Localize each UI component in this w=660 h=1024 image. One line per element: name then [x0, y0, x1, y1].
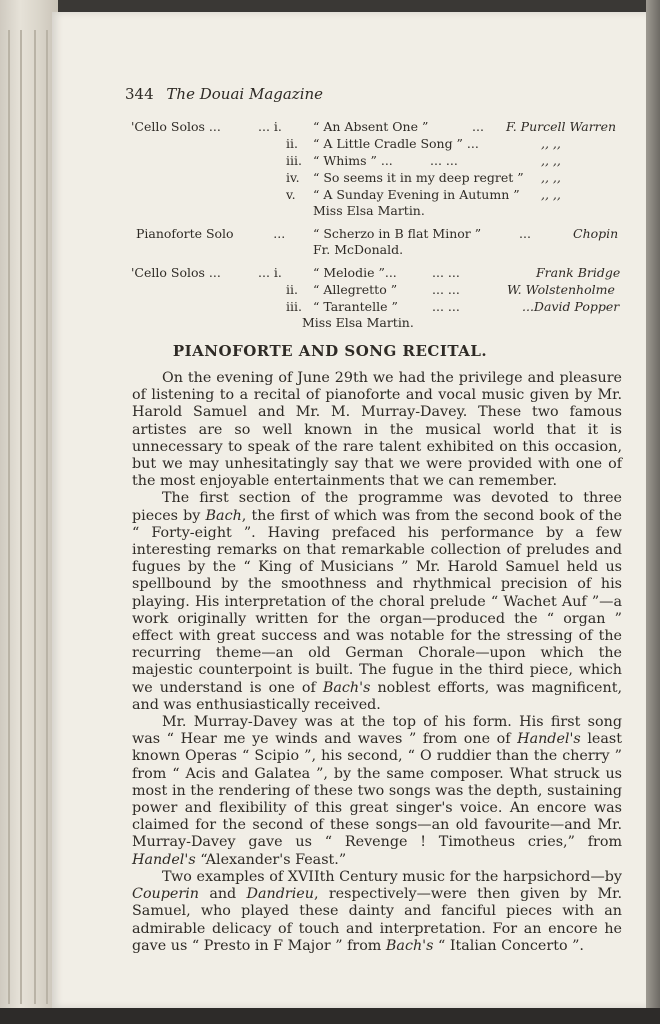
- programme-composer: W. Wolstenholme: [507, 282, 615, 297]
- programme-composer: F. Purcell Warren: [506, 119, 617, 134]
- programme-item-number: ... i.: [258, 265, 282, 280]
- text-run: least known Operas “ Scipio ”, his second, “ O ruddier than the cherry ” from “ Acis and Galatea ”, by the same composer. What struck us most in the rendering of these two songs was the depth, sustaining power and flexibility of this great singer's voice. An encore was claimed for the second of these songs—an old favourite—and Mr. Murray-Davey gave us “ Revenge ! Timotheus cries,” from: [132, 731, 622, 851]
- programme-item-title: “ A Sunday Evening in Autumn ”: [313, 187, 520, 202]
- running-head: [125, 85, 323, 103]
- programme-item-dots: ...: [519, 226, 531, 241]
- article-paragraph: [132, 490, 622, 714]
- article-heading: PIANOFORTE AND SONG RECITAL.: [172, 342, 488, 360]
- article-paragraph: [132, 869, 622, 955]
- programme-performer: Fr. McDonald.: [313, 242, 404, 257]
- programme-performer: Miss Elsa Martin.: [302, 315, 414, 330]
- composer-name: Handel's: [517, 731, 581, 748]
- page-number: 344: [125, 85, 154, 103]
- programme-heading: Pianoforte Solo ...: [136, 226, 286, 241]
- page-edge-line: [46, 30, 48, 1004]
- programme-item-title: “ Tarantelle ”: [313, 299, 398, 314]
- programme-item-dots: ... ...: [432, 282, 460, 297]
- article-paragraph: [132, 370, 622, 490]
- text-run: “ Italian Concerto ”.: [433, 937, 584, 954]
- programme-item-number: v.: [286, 187, 296, 202]
- programme-item-dots: ... ...: [432, 265, 460, 280]
- programme-composer: ,, ,,: [541, 170, 561, 185]
- text-run: The first section of the programme was devoted to three pieces by: [132, 490, 622, 524]
- programme-item-title: “ So seems it in my deep regret ”: [313, 170, 524, 185]
- programme-item-title: “ Whims ” ...: [313, 153, 393, 168]
- programme-item-number: iii.: [286, 299, 302, 314]
- programme-heading: 'Cello Solos ...: [131, 119, 221, 134]
- programme-performer: Miss Elsa Martin.: [313, 203, 425, 218]
- programme-item-number: iii.: [286, 153, 302, 168]
- programme-item-number: iv.: [286, 170, 300, 185]
- programme-composer: ...David Popper: [522, 299, 620, 314]
- composer-name: Bach's: [322, 679, 371, 696]
- programme-item-dots: ... ...: [432, 299, 460, 314]
- programme-item-dots: ... ...: [430, 153, 458, 168]
- article-body: [132, 370, 622, 955]
- book-cover-edge: [646, 0, 660, 1024]
- page-edge-line: [8, 30, 10, 1004]
- programme-item-title: “ Allegretto ”: [313, 282, 398, 297]
- article-paragraph: [132, 714, 622, 869]
- programme-composer: ,, ,,: [541, 187, 561, 202]
- programme-composer: Frank Bridge: [536, 265, 621, 280]
- programme-item-number: ii.: [286, 136, 298, 151]
- scan-bottom-border: [0, 1008, 660, 1024]
- text-run: Mr. Murray-Davey was at the top of his form. His first song was “ Hear me ye winds and waves ” from one of: [132, 714, 622, 748]
- programme-composer: ,, ,,: [541, 153, 561, 168]
- text-run: , respectively—were then given by Mr. Samuel, who played these dainty and fanciful pieces with an admirable delicacy of touch and interpretation. For an encore he gave us “ Presto in F Major ” from: [132, 886, 622, 954]
- programme-item-number: ii.: [286, 282, 298, 297]
- text-run: noblest efforts, was magnificent, and was enthusiastically received.: [132, 679, 623, 713]
- book-spine-margin: [0, 0, 58, 1024]
- programme-item-dots: ...: [472, 119, 484, 134]
- composer-name: Dandrieu: [246, 886, 314, 903]
- programme-item-number: ... i.: [258, 119, 282, 134]
- text-run: Two examples of XVIIth Century music for the harpsichord—by: [162, 868, 622, 885]
- composer-name: Bach's: [385, 937, 434, 954]
- text-run: “Alexander's Feast.”: [195, 851, 347, 868]
- programme-item-title: “ An Absent One ”: [313, 119, 429, 134]
- page-edge-line: [20, 30, 22, 1004]
- programme-heading: 'Cello Solos ...: [131, 265, 221, 280]
- programme-item-title: “ A Little Cradle Song ” ...: [313, 136, 479, 151]
- composer-name: Bach: [205, 507, 242, 524]
- programme-composer: ,, ,,: [541, 136, 561, 151]
- programme-composer: Chopin: [573, 226, 619, 241]
- page-edge-line: [34, 30, 36, 1004]
- composer-name: Couperin: [132, 886, 199, 903]
- text-run: , the first of which was from the second book of the “ Forty-eight ”. Having prefaced his performance by a few interesting remarks on that remarkable collection of preludes and fugues by the “ King of Musicians ” Mr. Harold Samuel held us spellbound by the smoothness and rhythmical precision of his playing. His interpretation of the choral prelude “ Wachet Auf ”—a work originally written for the organ—produced the “ organ ” effect with great success and was notable for the stressing of the recurring theme—an old German Chorale—upon which the majestic counterpoint is built. The fugue in the third piece, which we understand is one of: [132, 507, 623, 696]
- text-run: and: [198, 886, 247, 903]
- programme-item-title: “ Scherzo in B flat Minor ”: [313, 226, 482, 241]
- composer-name: Handel's: [132, 851, 196, 868]
- programme-item-title: “ Melodie ”...: [313, 265, 397, 280]
- running-title: The Douai Magazine: [166, 85, 324, 103]
- text-run: On the evening of June 29th we had the privilege and pleasure of listening to a recital of pianoforte and vocal music given by Mr. Harold Samuel and Mr. M. Murray-Davey. These two famous artistes are so well known in the musical world that it is unnecessary to speak of the rare talent exhibited on this occasion, but we may unhesitatingly say that we were provided with one of the most enjoyable entertainments that we can remember.: [132, 370, 622, 490]
